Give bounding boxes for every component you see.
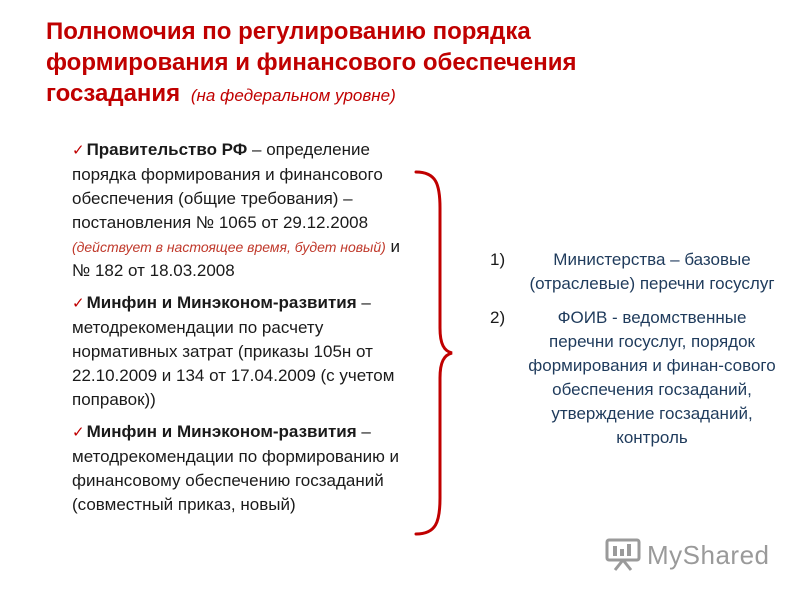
checkmark-icon: ✓ bbox=[72, 142, 85, 159]
checkmark-icon: ✓ bbox=[72, 295, 85, 312]
list-item bbox=[478, 248, 778, 296]
title-line-3 bbox=[46, 78, 766, 111]
item-heading: Минфин и Минэконом-развития bbox=[86, 422, 357, 441]
logo-text: MyShared bbox=[647, 539, 770, 570]
list-item bbox=[478, 306, 778, 450]
item-text-tail: и № 182 от 18.03.2008 bbox=[72, 237, 401, 280]
item-number: 1) bbox=[490, 250, 506, 269]
item-heading: Правительство РФ bbox=[86, 140, 248, 159]
right-column bbox=[478, 248, 778, 460]
item-text: ФОИВ - ведомственные перечни госуслуг, порядок формирования и финан-сового обеспечения госзаданий, утверждение госзаданий, контроль bbox=[528, 308, 776, 447]
item-text: – определение порядка формирования и финансового обеспечения (общие требования) – постановления № 1065 от 29.12.2008 bbox=[72, 140, 383, 232]
watermark-logo bbox=[605, 537, 770, 573]
page-title bbox=[46, 16, 766, 111]
item-text: – методрекомендации по расчету нормативных затрат (приказы 105н от 22.10.2009 и 134 от 17.04.2009 (с учетом поправок)) bbox=[72, 293, 395, 409]
title-line-2: формирования и финансового обеспечения bbox=[46, 49, 577, 76]
list-item bbox=[72, 420, 417, 517]
checkmark-icon: ✓ bbox=[72, 424, 85, 441]
list-item bbox=[72, 291, 417, 412]
presentation-board-icon bbox=[605, 538, 641, 572]
curly-brace-icon bbox=[412, 168, 454, 538]
title-subtitle: (на федеральном уровне) bbox=[190, 86, 396, 105]
left-column bbox=[72, 138, 417, 525]
item-text: – методрекомендации по формированию и финансовому обеспечению госзаданий (совместный приказ, новый) bbox=[72, 422, 400, 514]
list-item bbox=[72, 138, 417, 283]
item-number: 2) bbox=[490, 308, 506, 327]
title-line-1: Полномочия по регулированию порядка bbox=[46, 18, 531, 45]
title-line-3-text: госзадания bbox=[46, 80, 181, 107]
item-text: Министерства – базовые (отраслевые) перечни госуслуг bbox=[529, 250, 775, 293]
item-heading: Минфин и Минэконом-развития bbox=[86, 293, 357, 312]
item-note: (действует в настоящее время, будет новый) bbox=[72, 239, 386, 255]
